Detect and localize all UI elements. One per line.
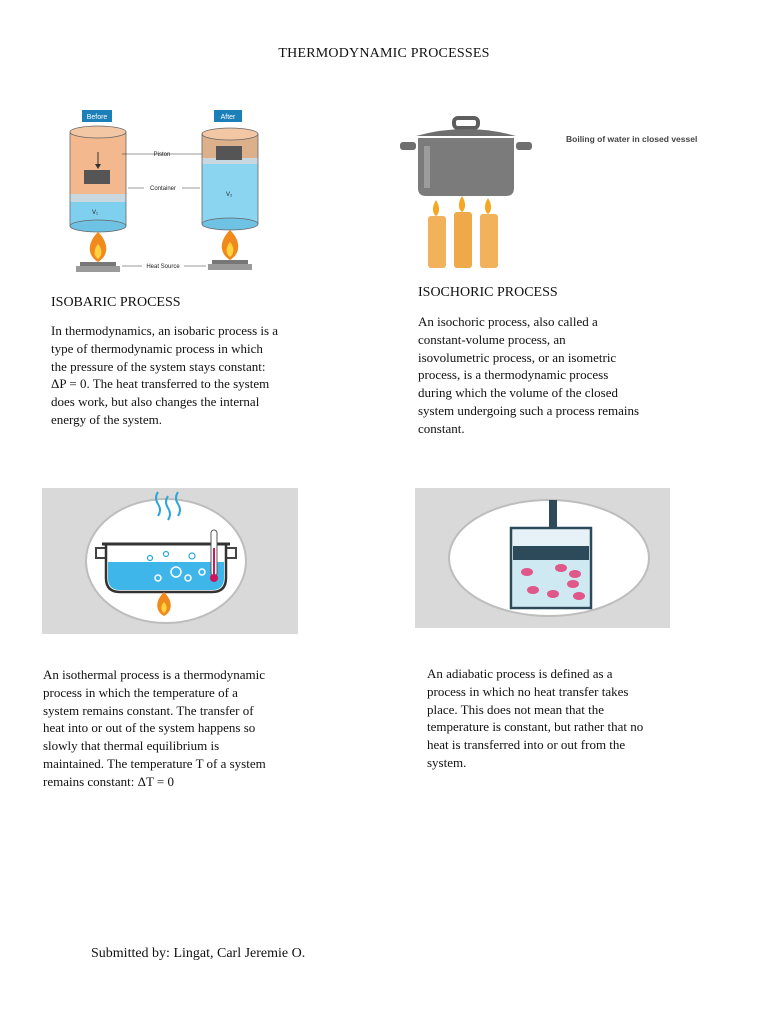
isobaric-figure [62, 104, 262, 280]
isochoric-caption: Boiling of water in closed vessel [566, 134, 698, 144]
isothermal-figure [42, 488, 298, 634]
submitted-by: Submitted by: Lingat, Carl Jeremie O. [91, 946, 306, 961]
page-title: THERMODYNAMIC PROCESSES [278, 46, 490, 61]
after-cylinder [202, 128, 258, 230]
isochoric-heading: ISOCHORIC PROCESS [418, 285, 558, 300]
v2-label: V₂ [226, 192, 233, 198]
v1-label: V₁ [92, 210, 99, 216]
container-label: Container [149, 186, 177, 192]
adiabatic-text: An adiabatic process is defined as a process in which no heat transfer takes place. This does not mean that the temperature is constant, but rather that no heat is transferred into or out from the system. [427, 666, 644, 770]
isobaric-heading: ISOBARIC PROCESS [51, 295, 181, 310]
before-cylinder [70, 126, 126, 232]
after-label: After [220, 114, 236, 121]
pot-icon [400, 118, 532, 196]
isobaric-text: In thermodynamics, an isobaric process is a type of thermodynamic process in which the pressure of the system stays constant: ΔP = 0. The heat transferred to the system does work, but also changes the internal energy of the system. [51, 323, 279, 427]
piston-label: Piston [153, 152, 171, 158]
thermometer-icon [210, 530, 218, 582]
isochoric-figure [396, 112, 726, 272]
candles-icon [428, 196, 498, 268]
left-flame-icon [76, 232, 120, 272]
right-flame-icon [208, 230, 252, 270]
isochoric-text: An isochoric process, also called a constant-volume process, an isovolumetric process, or an isometric process, is a thermodynamic process during which the volume of the closed system undergoing such a process remains constant. [418, 314, 640, 436]
heat-source-label: Heat Source [146, 264, 180, 270]
before-label: Before [86, 114, 108, 121]
isothermal-text: An isothermal process is a thermodynamic process in which the temperature of a system remains constant. The transfer of heat into or out of the system happens so slowly that thermal equilibrium is maintained. The temperature T of a system remains constant: ΔT = 0 [43, 667, 266, 789]
adiabatic-figure [415, 488, 670, 628]
